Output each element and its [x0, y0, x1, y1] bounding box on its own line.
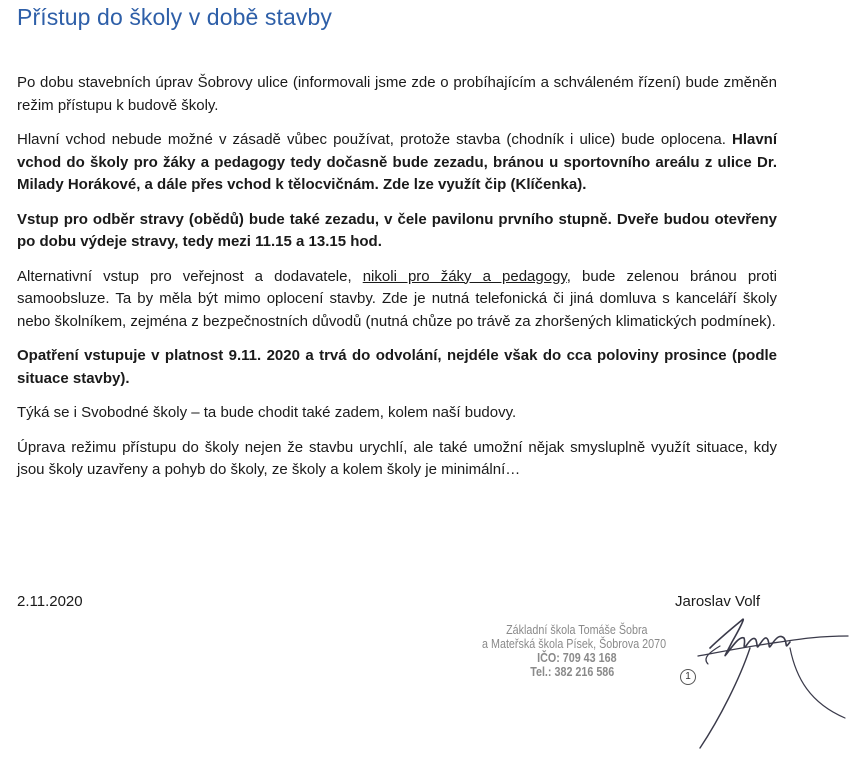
paragraph-5: Opatření vstupuje v platnost 9.11. 2020 a trvá do odvolání, nejdéle však do cca poloviny prosince (podle situace stavby). — [17, 347, 777, 387]
paragraph-2-bold-text: Hlavní vchod do školy pro žáky a pedagogy tedy dočasně bude zezadu, bránou u sportovního areálu z ulice Dr. Milady Horákové, a dále přes vchod k tělocvičnám. Zde lze využít čip (Klíčenka). — [17, 131, 777, 193]
document-date: 2.11.2020 — [17, 593, 83, 610]
paragraph-2 — [17, 129, 777, 197]
paragraph-4-text-after: , bude zelenou bránou proti samoobsluze. Ta by měla být mimo oplocení stavby. Zde je nutná telefonická či jiná domluva s kanceláří školy nebo školníkem, zejména z bezpečnostních důvodů (nutná chůze po trávě za zhoršených klimatických podmínek). — [17, 267, 778, 330]
signer-name: Jaroslav Volf — [675, 593, 761, 610]
stamp-line-2: a Mateřská škola Písek, Šobrova 2070 — [482, 637, 667, 651]
paragraph-4-underlined-text: nikoli pro žáky a pedagogy — [362, 267, 567, 285]
paragraph-2-text: Hlavní vchod nebude možné v zásadě vůbec používat, protože stavba (chodník i ulice) bude oplocena. — [17, 131, 732, 148]
school-stamp — [470, 623, 676, 679]
paragraph-6: Týká se i Svobodné školy – ta bude chodit také zadem, kolem naší budovy. — [17, 404, 517, 421]
paragraph-1: Po dobu stavebních úprav Šobrovy ulice (informovali jsme zde o probíhajícím a schváleném řízení) bude změněn režim přístupu k budově školy. — [17, 74, 777, 114]
document-body — [17, 72, 777, 494]
handwritten-signature — [680, 608, 855, 758]
stamp-line-4: Tel.: 382 216 586 — [530, 665, 615, 679]
stamp-line-3: IČO: 709 43 168 — [537, 651, 617, 665]
stamp-number: 1 — [680, 669, 696, 685]
paragraph-4 — [17, 266, 777, 334]
paragraph-4-text-before: Alternativní vstup pro veřejnost a dodavatele, — [17, 267, 363, 285]
document-title: Přístup do školy v době stavby — [17, 4, 332, 30]
paragraph-7: Úprava režimu přístupu do školy nejen že stavbu urychlí, ale také umožní nějak smysluplně využít situace, kdy jsou školy uzavřeny a pohyb do školy, ze školy a kolem školy je minimální… — [17, 438, 777, 478]
paragraph-3: Vstup pro odběr stravy (obědů) bude také zezadu, v čele pavilonu prvního stupně. Dveře budou otevřeny po dobu výdeje stravy, tedy mezi 11.15 a 13.15 hod. — [17, 210, 777, 250]
stamp-line-1: Základní škola Tomáše Šobra — [506, 623, 648, 637]
